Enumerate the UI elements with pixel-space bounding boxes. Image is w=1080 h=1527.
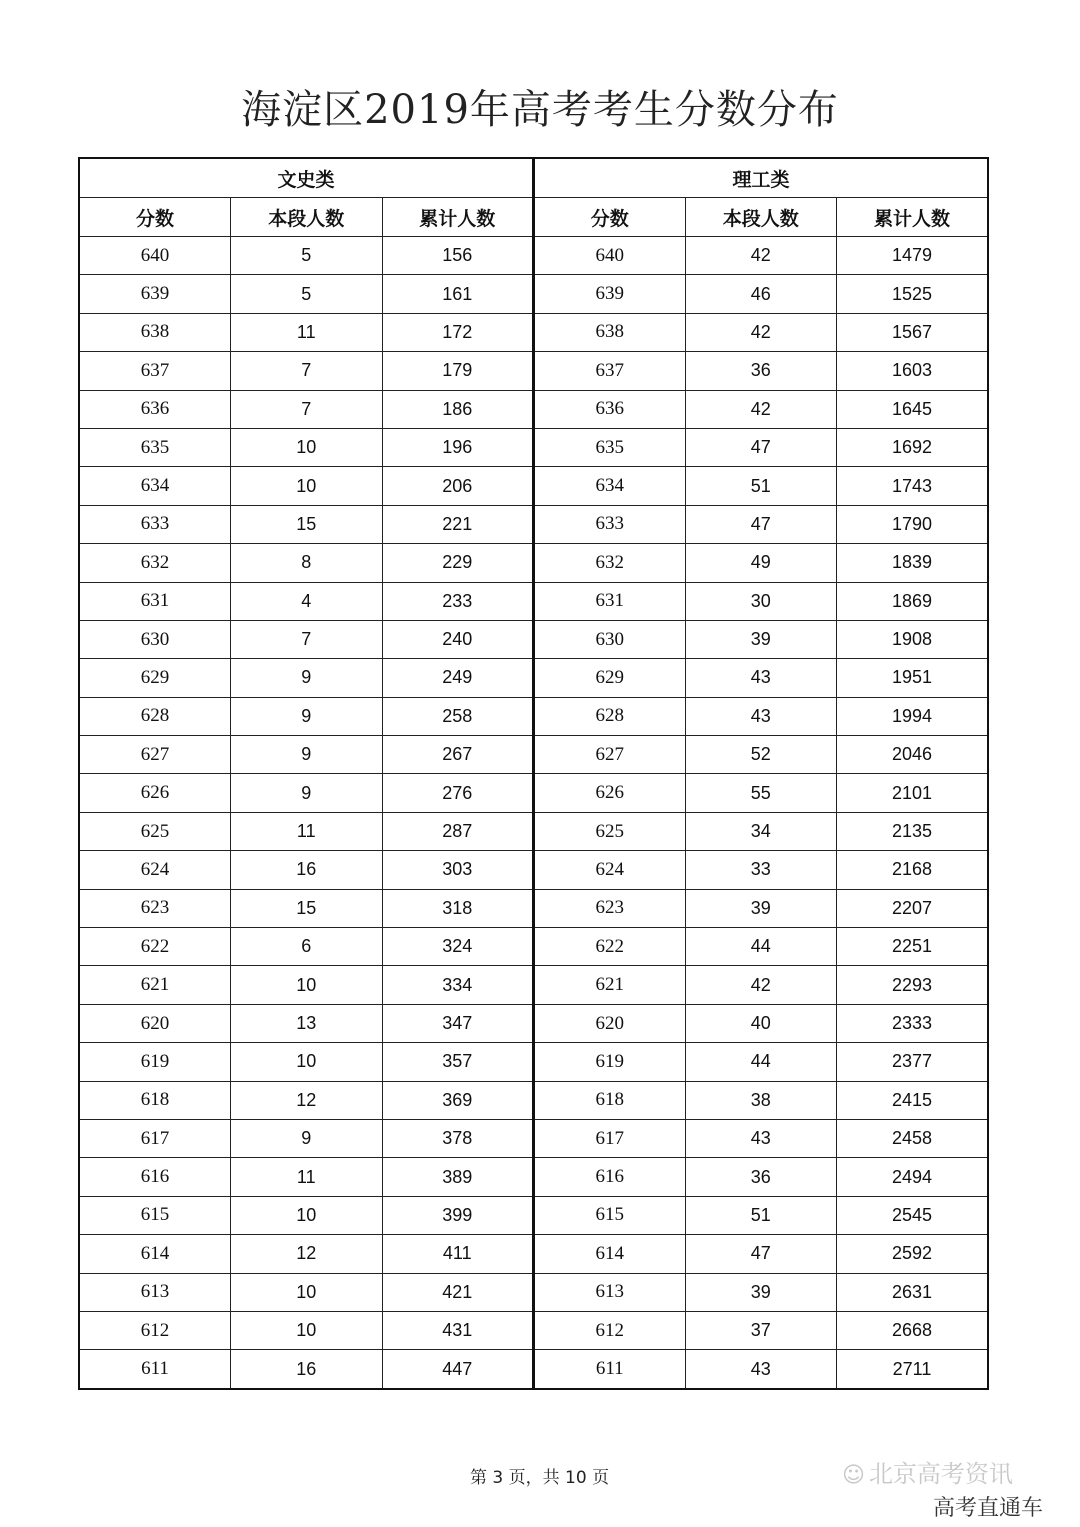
ligong-cumulative-count-cell: 2046 [837, 736, 989, 774]
table-row [79, 1235, 988, 1273]
ligong-score-cell: 628 [534, 697, 686, 735]
wenshi-score-cell: 631 [79, 582, 231, 620]
wenshi-segment-count-cell: 11 [231, 313, 383, 351]
wenshi-score-cell: 629 [79, 659, 231, 697]
wenshi-segment-count-cell: 5 [231, 275, 383, 313]
wenshi-cumulative-count-cell: 206 [382, 467, 534, 505]
ligong-segment-count-cell: 37 [685, 1311, 837, 1349]
watermark-text: 北京高考资讯 [868, 1460, 1013, 1488]
wenshi-segment-count-cell: 15 [231, 505, 383, 543]
wenshi-score-cell: 634 [79, 467, 231, 505]
ligong-cumulative-count-cell: 1479 [837, 237, 989, 275]
wenshi-cumulative-count-cell: 258 [382, 697, 534, 735]
wenshi-score-cell: 627 [79, 736, 231, 774]
ligong-segment-count-cell: 47 [685, 428, 837, 466]
wenshi-cumulative-count-cell: 303 [382, 851, 534, 889]
ligong-score-cell: 623 [534, 889, 686, 927]
wenshi-cumulative-count-cell: 318 [382, 889, 534, 927]
ligong-score-cell: 624 [534, 851, 686, 889]
ligong-segment-count-cell: 39 [685, 889, 837, 927]
table-row [79, 237, 988, 275]
wenshi-cumulative-count-cell: 233 [382, 582, 534, 620]
ligong-segment-count-cell: 40 [685, 1004, 837, 1042]
wenshi-segment-count-cell: 7 [231, 620, 383, 658]
wenshi-score-cell: 635 [79, 428, 231, 466]
ligong-cumulative-count-cell: 2415 [837, 1081, 989, 1119]
wenshi-score-cell: 615 [79, 1196, 231, 1234]
ligong-score-cell: 611 [534, 1350, 686, 1389]
wenshi-score-cell: 617 [79, 1119, 231, 1157]
ligong-cumulative-count-cell: 2251 [837, 928, 989, 966]
table-row [79, 505, 988, 543]
ligong-cumulative-count-cell: 1743 [837, 467, 989, 505]
ligong-cumulative-count-cell: 2101 [837, 774, 989, 812]
wenshi-segment-count-cell: 9 [231, 697, 383, 735]
table-row [79, 928, 988, 966]
ligong-score-cell: 637 [534, 352, 686, 390]
wenshi-segment-count-cell: 11 [231, 1158, 383, 1196]
ligong-segment-count-cell: 51 [685, 1196, 837, 1234]
ligong-cumulative-count-cell: 1692 [837, 428, 989, 466]
wenshi-cumulative-count-cell: 161 [382, 275, 534, 313]
wenshi-segment-count-cell: 7 [231, 390, 383, 428]
ligong-cumulative-count-cell: 1908 [837, 620, 989, 658]
ligong-cumulative-count-cell: 1645 [837, 390, 989, 428]
ligong-cumulative-count-cell: 1525 [837, 275, 989, 313]
wenshi-segment-count-cell: 16 [231, 1350, 383, 1389]
table-row [79, 313, 988, 351]
wenshi-cumulative-count-cell: 240 [382, 620, 534, 658]
table-body [79, 237, 988, 1389]
table-row [79, 467, 988, 505]
ligong-score-cell: 617 [534, 1119, 686, 1157]
wenshi-score-cell: 620 [79, 1004, 231, 1042]
wenshi-cumulative-count-cell: 229 [382, 544, 534, 582]
ligong-segment-count-cell: 39 [685, 1273, 837, 1311]
ligong-segment-count-cell: 49 [685, 544, 837, 582]
wenshi-segment-count-cell: 10 [231, 1311, 383, 1349]
table-row [79, 1350, 988, 1389]
table-row [79, 736, 988, 774]
ligong-segment-count-cell: 42 [685, 390, 837, 428]
table-row [79, 620, 988, 658]
wenshi-segment-count-cell: 16 [231, 851, 383, 889]
ligong-segment-count-cell: 36 [685, 352, 837, 390]
ligong-segment-count-cell: 33 [685, 851, 837, 889]
ligong-score-cell: 632 [534, 544, 686, 582]
wenshi-score-cell: 626 [79, 774, 231, 812]
table-row [79, 889, 988, 927]
wenshi-score-cell: 640 [79, 237, 231, 275]
ligong-segment-count-cell: 43 [685, 659, 837, 697]
wenshi-cumulative-count-cell: 156 [382, 237, 534, 275]
table-row [79, 1119, 988, 1157]
wenshi-segment-count-cell: 13 [231, 1004, 383, 1042]
ligong-score-cell: 614 [534, 1235, 686, 1273]
wenshi-score-cell: 611 [79, 1350, 231, 1389]
wenshi-score-cell: 636 [79, 390, 231, 428]
wenshi-score-cell: 628 [79, 697, 231, 735]
ligong-cumulative-count-cell: 2458 [837, 1119, 989, 1157]
ligong-segment-count-cell: 43 [685, 1350, 837, 1389]
wenshi-segment-count-cell: 10 [231, 966, 383, 1004]
wenshi-score-cell: 613 [79, 1273, 231, 1311]
column-header: 分数 [534, 198, 686, 237]
wenshi-cumulative-count-cell: 172 [382, 313, 534, 351]
ligong-score-cell: 631 [534, 582, 686, 620]
ligong-cumulative-count-cell: 2494 [837, 1158, 989, 1196]
ligong-cumulative-count-cell: 2135 [837, 812, 989, 850]
wenshi-segment-count-cell: 12 [231, 1235, 383, 1273]
wenshi-segment-count-cell: 6 [231, 928, 383, 966]
wenshi-cumulative-count-cell: 196 [382, 428, 534, 466]
wenshi-score-cell: 621 [79, 966, 231, 1004]
ligong-cumulative-count-cell: 1603 [837, 352, 989, 390]
wenshi-cumulative-count-cell: 399 [382, 1196, 534, 1234]
table-row [79, 1311, 988, 1349]
ligong-segment-count-cell: 55 [685, 774, 837, 812]
ligong-cumulative-count-cell: 2207 [837, 889, 989, 927]
wenshi-segment-count-cell: 10 [231, 1273, 383, 1311]
ligong-segment-count-cell: 51 [685, 467, 837, 505]
wenshi-score-cell: 618 [79, 1081, 231, 1119]
ligong-cumulative-count-cell: 2545 [837, 1196, 989, 1234]
ligong-score-cell: 634 [534, 467, 686, 505]
ligong-score-cell: 615 [534, 1196, 686, 1234]
wenshi-segment-count-cell: 10 [231, 428, 383, 466]
wenshi-segment-count-cell: 10 [231, 1196, 383, 1234]
ligong-cumulative-count-cell: 2377 [837, 1043, 989, 1081]
wenshi-cumulative-count-cell: 249 [382, 659, 534, 697]
ligong-cumulative-count-cell: 2631 [837, 1273, 989, 1311]
table-row [79, 1196, 988, 1234]
ligong-cumulative-count-cell: 1951 [837, 659, 989, 697]
ligong-cumulative-count-cell: 1790 [837, 505, 989, 543]
ligong-score-cell: 633 [534, 505, 686, 543]
wenshi-segment-count-cell: 5 [231, 237, 383, 275]
ligong-score-cell: 626 [534, 774, 686, 812]
wenshi-cumulative-count-cell: 411 [382, 1235, 534, 1273]
ligong-segment-count-cell: 44 [685, 1043, 837, 1081]
ligong-score-cell: 627 [534, 736, 686, 774]
ligong-segment-count-cell: 43 [685, 1119, 837, 1157]
ligong-segment-count-cell: 42 [685, 237, 837, 275]
wenshi-segment-count-cell: 9 [231, 1119, 383, 1157]
wenshi-cumulative-count-cell: 378 [382, 1119, 534, 1157]
column-header: 本段人数 [231, 198, 383, 237]
ligong-cumulative-count-cell: 1839 [837, 544, 989, 582]
page-number: 第 3 页，共 10 页 [470, 1468, 610, 1488]
group-header-ligong: 理工类 [534, 158, 989, 198]
ligong-segment-count-cell: 52 [685, 736, 837, 774]
wenshi-score-cell: 630 [79, 620, 231, 658]
wenshi-segment-count-cell: 8 [231, 544, 383, 582]
ligong-segment-count-cell: 38 [685, 1081, 837, 1119]
wenshi-score-cell: 625 [79, 812, 231, 850]
wenshi-cumulative-count-cell: 431 [382, 1311, 534, 1349]
ligong-segment-count-cell: 44 [685, 928, 837, 966]
wenshi-segment-count-cell: 4 [231, 582, 383, 620]
wenshi-score-cell: 637 [79, 352, 231, 390]
wenshi-score-cell: 624 [79, 851, 231, 889]
group-header-wenshi: 文史类 [79, 158, 534, 198]
wenshi-cumulative-count-cell: 357 [382, 1043, 534, 1081]
wenshi-segment-count-cell: 9 [231, 659, 383, 697]
table-row [79, 582, 988, 620]
wenshi-segment-count-cell: 9 [231, 736, 383, 774]
ligong-score-cell: 635 [534, 428, 686, 466]
column-header: 累计人数 [382, 198, 534, 237]
wenshi-segment-count-cell: 7 [231, 352, 383, 390]
table-row [79, 1004, 988, 1042]
ligong-score-cell: 613 [534, 1273, 686, 1311]
ligong-score-cell: 622 [534, 928, 686, 966]
ligong-segment-count-cell: 43 [685, 697, 837, 735]
ligong-cumulative-count-cell: 2333 [837, 1004, 989, 1042]
table-row [79, 659, 988, 697]
wenshi-score-cell: 614 [79, 1235, 231, 1273]
column-header: 本段人数 [685, 198, 837, 237]
wenshi-segment-count-cell: 12 [231, 1081, 383, 1119]
wenshi-score-cell: 622 [79, 928, 231, 966]
wenshi-segment-count-cell: 10 [231, 467, 383, 505]
wenshi-score-cell: 623 [79, 889, 231, 927]
score-distribution-table [78, 157, 989, 1390]
ligong-score-cell: 621 [534, 966, 686, 1004]
wenshi-cumulative-count-cell: 324 [382, 928, 534, 966]
table-row [79, 544, 988, 582]
table-row [79, 1158, 988, 1196]
wenshi-cumulative-count-cell: 287 [382, 812, 534, 850]
ligong-cumulative-count-cell: 2592 [837, 1235, 989, 1273]
ligong-segment-count-cell: 34 [685, 812, 837, 850]
ligong-segment-count-cell: 39 [685, 620, 837, 658]
ligong-cumulative-count-cell: 1567 [837, 313, 989, 351]
ligong-score-cell: 620 [534, 1004, 686, 1042]
ligong-score-cell: 638 [534, 313, 686, 351]
ligong-segment-count-cell: 47 [685, 1235, 837, 1273]
ligong-cumulative-count-cell: 1994 [837, 697, 989, 735]
wenshi-cumulative-count-cell: 447 [382, 1350, 534, 1389]
wenshi-score-cell: 632 [79, 544, 231, 582]
wenshi-cumulative-count-cell: 421 [382, 1273, 534, 1311]
ligong-score-cell: 616 [534, 1158, 686, 1196]
ligong-score-cell: 619 [534, 1043, 686, 1081]
wenshi-cumulative-count-cell: 186 [382, 390, 534, 428]
ligong-segment-count-cell: 47 [685, 505, 837, 543]
wenshi-score-cell: 619 [79, 1043, 231, 1081]
wenshi-cumulative-count-cell: 347 [382, 1004, 534, 1042]
wenshi-score-cell: 639 [79, 275, 231, 313]
wenshi-score-cell: 638 [79, 313, 231, 351]
table-row [79, 390, 988, 428]
ligong-score-cell: 625 [534, 812, 686, 850]
table-row [79, 1081, 988, 1119]
ligong-segment-count-cell: 30 [685, 582, 837, 620]
column-header: 累计人数 [837, 198, 989, 237]
wenshi-cumulative-count-cell: 221 [382, 505, 534, 543]
table-row [79, 966, 988, 1004]
wenshi-cumulative-count-cell: 334 [382, 966, 534, 1004]
wenshi-segment-count-cell: 15 [231, 889, 383, 927]
ligong-score-cell: 618 [534, 1081, 686, 1119]
ligong-score-cell: 639 [534, 275, 686, 313]
wechat-icon: ☺ [842, 1463, 865, 1488]
ligong-score-cell: 612 [534, 1311, 686, 1349]
table-row [79, 812, 988, 850]
table-row [79, 275, 988, 313]
table-row [79, 697, 988, 735]
ligong-cumulative-count-cell: 2168 [837, 851, 989, 889]
wenshi-cumulative-count-cell: 276 [382, 774, 534, 812]
table-row [79, 1043, 988, 1081]
table-row [79, 428, 988, 466]
wenshi-score-cell: 612 [79, 1311, 231, 1349]
wenshi-cumulative-count-cell: 389 [382, 1158, 534, 1196]
ligong-score-cell: 640 [534, 237, 686, 275]
ligong-cumulative-count-cell: 2293 [837, 966, 989, 1004]
watermark-overlay: 高考直通车 [933, 1496, 1044, 1521]
page-title: 海淀区2019年高考考生分数分布 [241, 87, 839, 133]
ligong-segment-count-cell: 42 [685, 966, 837, 1004]
ligong-score-cell: 629 [534, 659, 686, 697]
wenshi-score-cell: 633 [79, 505, 231, 543]
ligong-cumulative-count-cell: 2711 [837, 1350, 989, 1389]
table-row [79, 1273, 988, 1311]
ligong-segment-count-cell: 46 [685, 275, 837, 313]
wenshi-cumulative-count-cell: 179 [382, 352, 534, 390]
table-row [79, 774, 988, 812]
wenshi-segment-count-cell: 11 [231, 812, 383, 850]
wenshi-cumulative-count-cell: 267 [382, 736, 534, 774]
watermark [842, 1460, 1013, 1490]
ligong-segment-count-cell: 36 [685, 1158, 837, 1196]
ligong-cumulative-count-cell: 2668 [837, 1311, 989, 1349]
table-row [79, 352, 988, 390]
ligong-score-cell: 636 [534, 390, 686, 428]
wenshi-segment-count-cell: 10 [231, 1043, 383, 1081]
wenshi-segment-count-cell: 9 [231, 774, 383, 812]
table-row [79, 851, 988, 889]
column-header: 分数 [79, 198, 231, 237]
wenshi-score-cell: 616 [79, 1158, 231, 1196]
ligong-score-cell: 630 [534, 620, 686, 658]
wenshi-cumulative-count-cell: 369 [382, 1081, 534, 1119]
ligong-cumulative-count-cell: 1869 [837, 582, 989, 620]
ligong-segment-count-cell: 42 [685, 313, 837, 351]
